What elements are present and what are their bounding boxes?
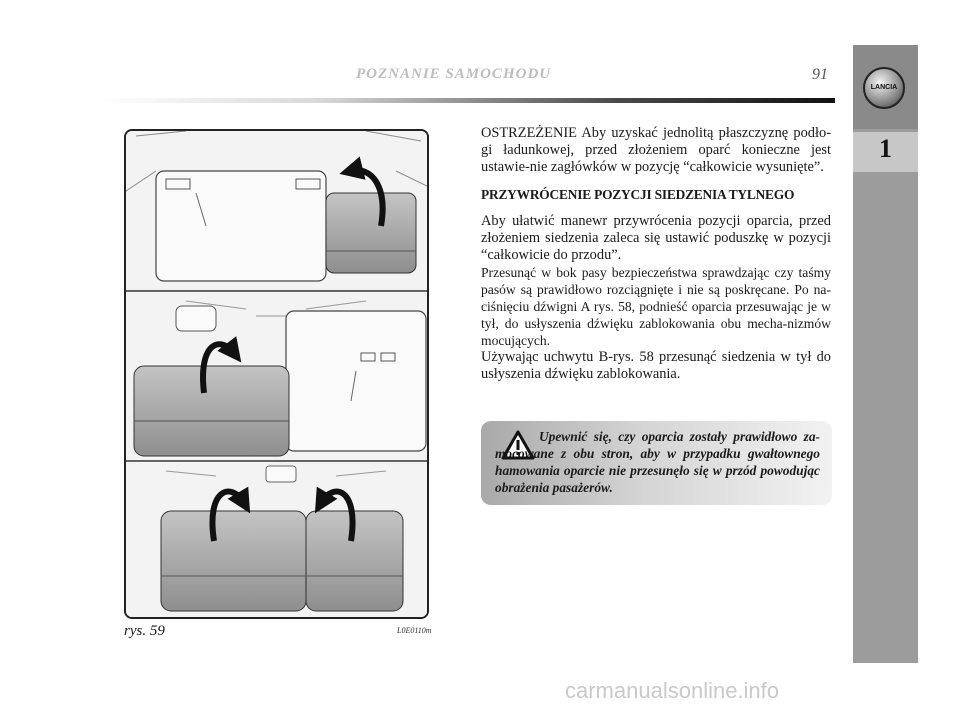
logo-text: LANCIA [870,84,898,91]
paragraph-belts: Przesunąć w bok pasy bezpieczeństwa sprawdzając czy taśmy pasów są prawidłowo rozciągnięte i nie są poskręcane. Po na-ciśnięciu dźwigni A rys. 58, podnieść oparcia przesuwając je w tył, do usłyszenia dźwięku zablokowania obu mecha-nizmów mocujących. [481,265,831,348]
panel-bottom [126,463,427,617]
warning-text: Upewnić się, czy oparcia zostały prawidłowo za-mocowane z obu stron, aby w przypadku gwałtownego hamowania oparcie nie przesunęło się w przód powodując obrażenia pasażerów. [495,429,820,495]
chapter-number: 1 [879,134,892,163]
body-text [481,125,831,383]
watermark: carmanualsonline.info [565,678,780,703]
figure-rear-seat-illustration [124,129,429,619]
panel-top [126,131,427,291]
page-number: 91 [812,66,828,83]
warning-box [481,421,832,505]
figure-code: L0E0110m [397,626,432,635]
paragraph-warning-note: OSTRZEŻENIE Aby uzyskać jednolitą płaszczyznę podło-gi ładunkowej, przed złożeniem oparć konieczne jest ustawie-nie zagłówków w pozycję “całkowicie wysunięte”. [481,125,831,175]
section-heading: PRZYWRÓCENIE POZYCJI SIEDZENIA TYLNEGO [481,187,795,202]
seat-illustration-svg [126,131,427,617]
panel-middle [126,293,427,461]
header-title: POZNANIE SAMOCHODU [356,66,552,82]
paragraph-intro: Aby ułatwić manewr przywrócenia pozycji oparcia, przed złożeniem siedzenia zaleca się ustawić poduszkę w pozycji “całkowicie do przodu”. [481,213,831,263]
paragraph-handle: Używając uchwytu B-rys. 58 przesunąć siedzenia w tył do usłyszenia dźwięku zablokowania. [481,349,831,382]
header-rule [100,98,835,103]
figure-caption: rys. 59 [124,623,165,639]
